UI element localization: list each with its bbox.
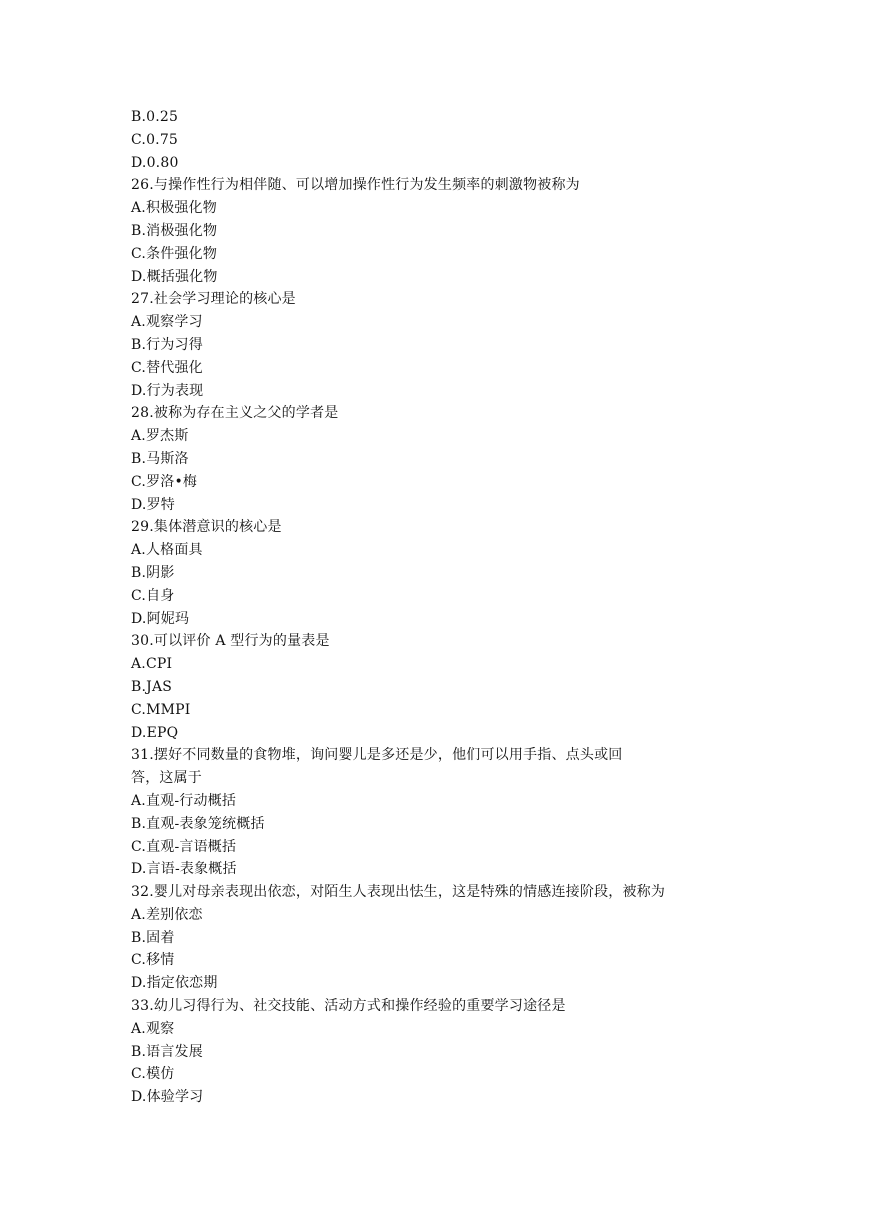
answer-option: A.直观-行动概括 bbox=[131, 792, 237, 809]
answer-option: C.条件强化物 bbox=[131, 245, 218, 262]
answer-option: A.人格面具 bbox=[131, 542, 203, 559]
answer-option: B.直观-表象笼统概括 bbox=[131, 815, 265, 832]
question-stem-continuation: 答，这属于 bbox=[131, 770, 202, 787]
answer-option: B.固着 bbox=[131, 929, 175, 946]
answer-option: C.替代强化 bbox=[131, 359, 203, 376]
answer-option: C.移情 bbox=[131, 952, 175, 969]
question-stem: 28.被称为存在主义之父的学者是 bbox=[131, 405, 339, 422]
question-stem: 33.幼儿习得行为、社交技能、活动方式和操作经验的重要学习途径是 bbox=[131, 998, 566, 1015]
answer-option: B.JAS bbox=[131, 678, 173, 695]
question-stem: 32.婴儿对母亲表现出依恋，对陌生人表现出怯生，这是特殊的情感连接阶段，被称为 bbox=[131, 884, 666, 901]
answer-option: D.言语-表象概括 bbox=[131, 861, 237, 878]
question-stem: 27.社会学习理论的核心是 bbox=[131, 291, 296, 308]
answer-option: A.观察学习 bbox=[131, 314, 203, 331]
answer-option: A.罗杰斯 bbox=[131, 428, 189, 445]
question-text-block bbox=[131, 106, 731, 1109]
answer-option: D.指定依恋期 bbox=[131, 975, 218, 992]
answer-option: C.罗洛•梅 bbox=[131, 473, 198, 490]
answer-option: B.马斯洛 bbox=[131, 450, 189, 467]
answer-option: A.积极强化物 bbox=[131, 200, 217, 217]
answer-option: C.直观-言语概括 bbox=[131, 838, 237, 855]
answer-option: B.语言发展 bbox=[131, 1043, 203, 1060]
answer-option: C.MMPI bbox=[131, 701, 191, 718]
answer-option: D.体验学习 bbox=[131, 1089, 204, 1106]
answer-option: D.0.80 bbox=[131, 154, 179, 171]
answer-option: C.模仿 bbox=[131, 1066, 175, 1083]
answer-option: C.0.75 bbox=[131, 131, 179, 148]
answer-option: B.阴影 bbox=[131, 564, 175, 581]
answer-option: A.差别依恋 bbox=[131, 906, 203, 923]
answer-option: A.观察 bbox=[131, 1020, 175, 1037]
answer-option: A.CPI bbox=[131, 656, 173, 673]
answer-option: D.行为表现 bbox=[131, 382, 204, 399]
answer-option: C.自身 bbox=[131, 587, 175, 604]
question-stem: 26.与操作性行为相伴随、可以增加操作性行为发生频率的刺激物被称为 bbox=[131, 177, 580, 194]
question-stem: 29.集体潜意识的核心是 bbox=[131, 519, 282, 536]
answer-option: D.EPQ bbox=[131, 724, 179, 741]
question-stem: 31.摆好不同数量的食物堆，询问婴儿是多还是少，他们可以用手指、点头或回 bbox=[131, 747, 623, 764]
answer-option: D.概括强化物 bbox=[131, 268, 218, 285]
answer-option: B.消极强化物 bbox=[131, 222, 218, 239]
question-stem: 30.可以评价 A 型行为的量表是 bbox=[131, 633, 330, 650]
answer-option: B.0.25 bbox=[131, 109, 179, 125]
answer-option: D.罗特 bbox=[131, 496, 175, 513]
answer-option: D.阿妮玛 bbox=[131, 610, 190, 627]
answer-option: B.行为习得 bbox=[131, 336, 203, 353]
